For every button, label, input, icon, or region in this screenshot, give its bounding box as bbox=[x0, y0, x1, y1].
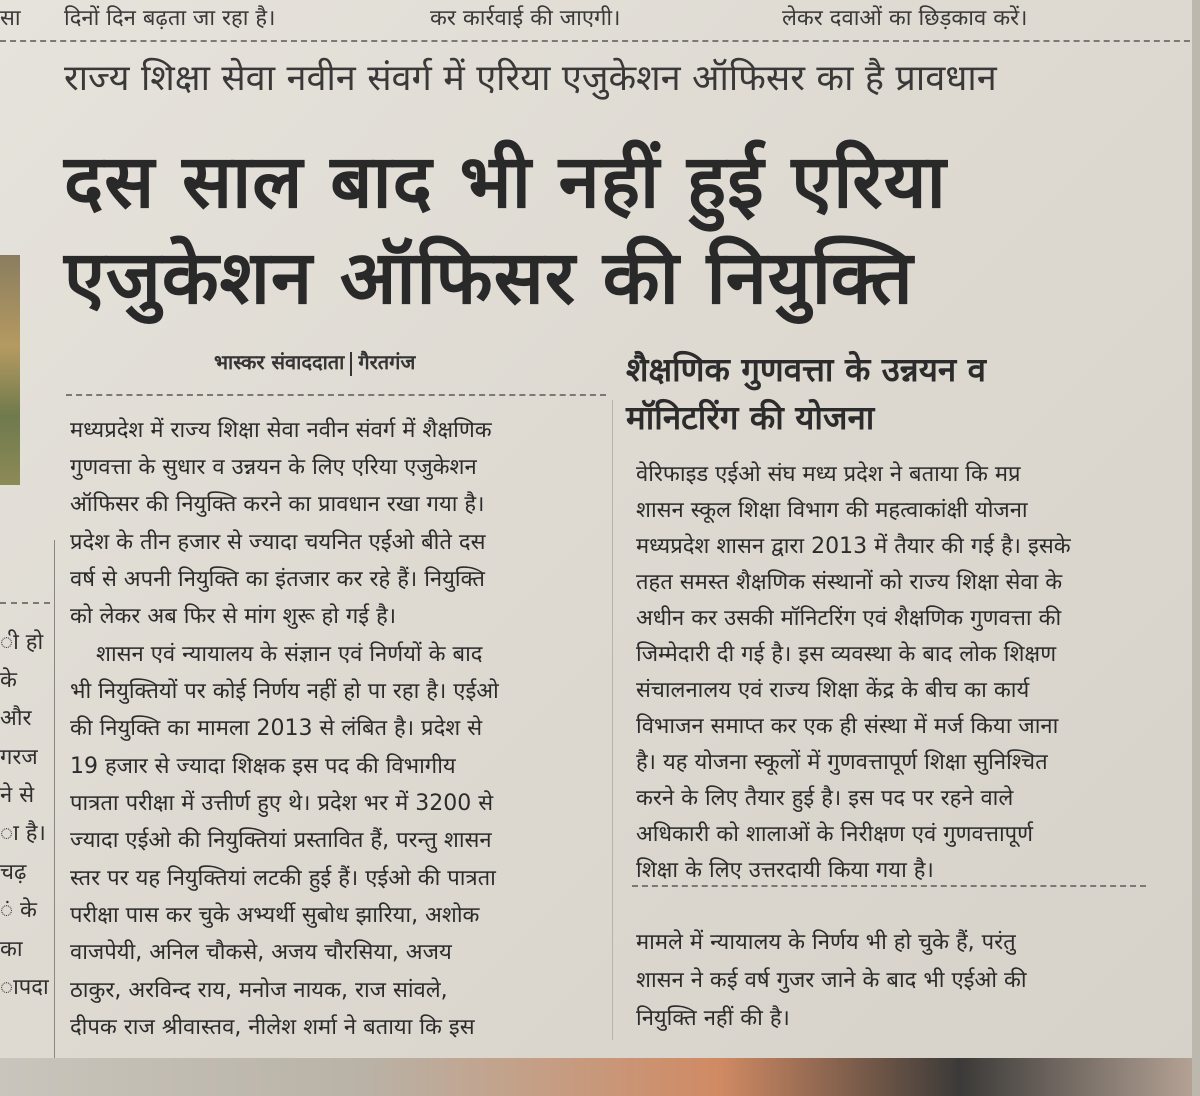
sub-heading-line-2: मॉनिटरिंग की योजना bbox=[626, 398, 875, 437]
body-line: वाजपेयी, अनिल चौकसे, अजय चौरसिया, अजय bbox=[70, 940, 452, 965]
background-below-page bbox=[0, 1058, 1200, 1096]
top-strip bbox=[0, 0, 1200, 40]
left-column-fragment: ी हो bbox=[0, 630, 44, 655]
left-column-fragment: और bbox=[0, 706, 32, 731]
body-line: वेरिफाइड एईओ संघ मध्य प्रदेश ने बताया कि मप्र bbox=[636, 462, 1021, 487]
article-headline-line-2: एजुकेशन ऑफिसर की नियुक्ति bbox=[64, 235, 914, 321]
body-line: ऑफिसर की नियुक्ति करने का प्रावधान रखा गया है। bbox=[70, 492, 485, 517]
body-line: भी नियुक्तियों पर कोई निर्णय नहीं हो पा रहा है। एईओ bbox=[70, 679, 499, 704]
column-rule bbox=[54, 540, 55, 1060]
body-line: प्रदेश के तीन हजार से ज्यादा चयनित एईओ बीते दस bbox=[70, 530, 486, 555]
body-line: 19 हजार से ज्यादा शिक्षक इस पद की विभागीय bbox=[70, 754, 456, 779]
body-line: मामले में न्यायालय के निर्णय भी हो चुके हैं, परंतु bbox=[636, 930, 1016, 955]
body-line: स्तर पर यह नियुक्तियां लटकी हुई हैं। एईओ की पात्रता bbox=[70, 866, 496, 891]
top-strip-fragment: सा bbox=[0, 6, 21, 31]
byline bbox=[214, 348, 415, 376]
body-line: है। यह योजना स्कूलों में गुणवत्तापूर्ण शिक्षा सुनिश्चित bbox=[636, 750, 1048, 775]
body-line: शिक्षा के लिए उत्तरदायी किया गया है। bbox=[636, 858, 934, 883]
left-column-fragment: गरज bbox=[0, 745, 38, 770]
top-divider bbox=[0, 40, 1200, 42]
byline-divider bbox=[66, 394, 606, 396]
article-headline-line-1: दस साल बाद भी नहीं हुई एरिया bbox=[64, 139, 947, 225]
left-column-fragment: ापदा bbox=[0, 975, 49, 1000]
body-line: की नियुक्ति का मामला 2013 से लंबित है। प्रदेश से bbox=[70, 716, 483, 741]
body-line: ठाकुर, अरविन्द राय, मनोज नायक, राज सांवले, bbox=[70, 978, 448, 1003]
body-line: जिम्मेदारी दी गई है। इस व्यवस्था के बाद लोक शिक्षण bbox=[636, 642, 1057, 667]
byline-place: गैरतगंज bbox=[358, 350, 416, 374]
left-fragment-divider bbox=[0, 602, 50, 604]
body-line: शासन स्कूल शिक्षा विभाग की महत्वाकांक्षी योजना bbox=[636, 498, 1028, 523]
left-column-fragment: ा है। bbox=[0, 821, 46, 846]
body-line: तहत समस्त शैक्षणिक संस्थानों को राज्य शिक्षा सेवा के bbox=[636, 570, 1063, 595]
page-edge bbox=[1192, 0, 1200, 1096]
body-line: ज्यादा एईओ की नियुक्तियां प्रस्तावित हैं, परन्तु शासन bbox=[70, 828, 492, 853]
byline-author: भास्कर संवाददाता bbox=[214, 350, 345, 374]
body-line: वर्ष से अपनी नियुक्ति का इंतजार कर रहे हैं। नियुक्ति bbox=[70, 567, 485, 592]
body-line: दीपक राज श्रीवास्तव, नीलेश शर्मा ने बताया कि इस bbox=[70, 1015, 475, 1040]
sub-heading-line-1: शैक्षणिक गुणवत्ता के उन्नयन व bbox=[626, 350, 986, 389]
left-column-fragment: ने से bbox=[0, 783, 35, 808]
body-line: संचालनालय एवं राज्य शिक्षा केंद्र के बीच का कार्य bbox=[636, 678, 1030, 703]
body-line: गुणवत्ता के सुधार व उन्नयन के लिए एरिया एजुकेशन bbox=[70, 455, 477, 480]
body-line: को लेकर अब फिर से मांग शुरू हो गई है। bbox=[70, 604, 397, 629]
column-divider bbox=[612, 400, 613, 1040]
byline-separator bbox=[350, 352, 352, 376]
body-line: पात्रता परीक्षा में उत्तीर्ण हुए थे। प्रदेश भर में 3200 से bbox=[70, 791, 494, 816]
body-line: परीक्षा पास कर चुके अभ्यर्थी सुबोध झारिया, अशोक bbox=[70, 903, 480, 928]
left-column-fragment: के bbox=[0, 668, 17, 693]
neighbor-photo-fragment bbox=[0, 255, 20, 485]
article-kicker: राज्य शिक्षा सेवा नवीन संवर्ग में एरिया एजुकेशन ऑफिसर का है प्रावधान bbox=[64, 58, 997, 99]
body-line: नियुक्ति नहीं की है। bbox=[636, 1006, 790, 1031]
top-strip-fragment: कर कार्रवाई की जाएगी। bbox=[430, 6, 621, 31]
left-column-fragment: ं के bbox=[0, 898, 37, 923]
top-strip-fragment: लेकर दवाओं का छिड़काव करें। bbox=[782, 6, 1028, 31]
left-column-fragment: का bbox=[0, 937, 23, 962]
top-strip-fragment: दिनों दिन बढ़ता जा रहा है। bbox=[64, 6, 276, 31]
left-column-fragment: चढ़ bbox=[0, 860, 27, 885]
body-line: अधिकारी को शालाओं के निरीक्षण एवं गुणवत्तापूर्ण bbox=[636, 822, 1034, 847]
right-column-divider bbox=[632, 885, 1146, 887]
body-line: विभाजन समाप्त कर एक ही संस्था में मर्ज किया जाना bbox=[636, 714, 1059, 739]
body-line: अधीन कर उसकी मॉनिटरिंग एवं शैक्षणिक गुणवत्ता की bbox=[636, 606, 1062, 631]
body-line: मध्यप्रदेश शासन द्वारा 2013 में तैयार की गई है। इसके bbox=[636, 534, 1071, 559]
body-line: करने के लिए तैयार हुई है। इस पद पर रहने वाले bbox=[636, 786, 1014, 811]
body-line: शासन एवं न्यायालय के संज्ञान एवं निर्णयों के बाद bbox=[96, 642, 483, 667]
body-line: मध्यप्रदेश में राज्य शिक्षा सेवा नवीन संवर्ग में शैक्षणिक bbox=[70, 418, 492, 443]
body-line: शासन ने कई वर्ष गुजर जाने के बाद भी एईओ की bbox=[636, 968, 1027, 993]
